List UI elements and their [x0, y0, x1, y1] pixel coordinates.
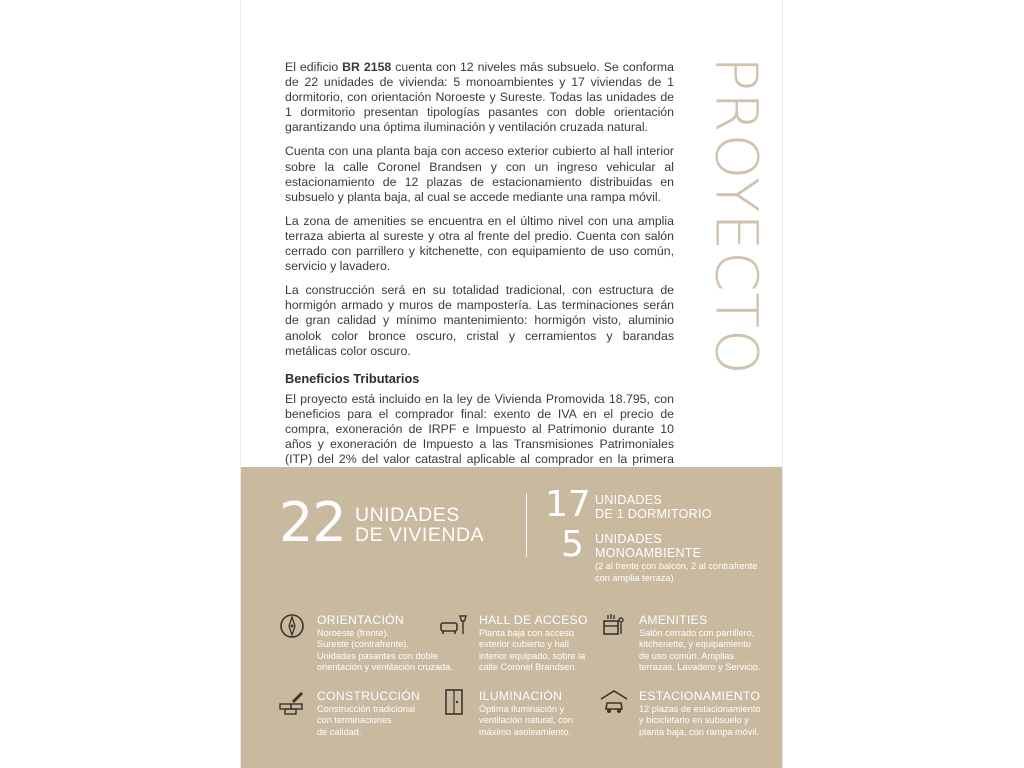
feature-title: ORIENTACIÓN [317, 613, 405, 627]
total-units-number: 22 [279, 491, 346, 554]
feature-description: Construcción tradicional con terminaciones de calidad. [317, 704, 416, 737]
one-bedroom-number: 17 [545, 484, 591, 525]
compass-icon [277, 611, 307, 641]
project-description [285, 60, 674, 491]
feature-title: ILUMINACIÓN [479, 689, 563, 703]
studio-label-line1: UNIDADES [595, 532, 662, 546]
window-icon [439, 687, 469, 717]
one-bedroom-label-line1: UNIDADES [595, 493, 662, 507]
trowel-bricks-icon [277, 687, 307, 717]
feature-amenities [639, 613, 789, 673]
intro-paragraph-3: La zona de amenities se encuentra en el último nivel con una amplia terraza abierta al sureste y otra al frente del predio. Cuenta con salón cerrado con parrillero y kitchenette, con equipamiento de uso común, servicio y lavadero. [285, 213, 674, 274]
feature-description: Noroeste (frente). Sureste (contrafrente). Unidades pasantes con doble orientación y ventilación cruzada. [317, 628, 453, 672]
garage-car-icon [599, 687, 629, 717]
sofa-lamp-icon [439, 611, 469, 641]
feature-title: HALL DE ACCESO [479, 613, 588, 627]
intro-paragraph-2: Cuenta con una planta baja con acceso exterior cubierto al hall interior sobre la calle Coronel Brandsen y con un ingreso vehicular al estacionamiento de 12 plazas de estacionamiento distribuidas en subsuelo y planta baja, al cual se accede mediante una rampa móvil. [285, 144, 674, 204]
intro-paragraph-1 [285, 60, 674, 135]
total-units-label [355, 505, 525, 545]
total-units-label-line1: UNIDADES [355, 504, 460, 526]
one-bedroom-label-line2: DE 1 DORMITORIO [595, 507, 712, 521]
grill-icon [599, 611, 629, 641]
feature-description: Planta baja con acceso exterior cubierto y hall interior equipado, sobre la calle Coronel Brandsen. [479, 628, 586, 672]
studio-label [595, 532, 775, 560]
studio-note: (2 al frente con balcón, 2 al contrafrente con amplia terraza) [595, 561, 758, 583]
section-title [691, 18, 783, 413]
feature-description: 12 plazas de estacionamiento y bicicletario en subsuelo y planta baja, con rampa móvil. [639, 704, 761, 737]
feature-description: Óptima iluminación y ventilación natural, con máximo asoleamiento. [479, 704, 573, 737]
studio-label-line2: MONOAMBIENTE [595, 546, 702, 560]
feature-title: CONSTRUCCIÓN [317, 689, 421, 703]
building-name: BR 2158 [342, 60, 392, 74]
section-title-text: PROYECTO [703, 55, 772, 376]
intro-paragraph-4: La construcción será en su totalidad tradicional, con estructura de hormigón armado y muros de mampostería. Las terminaciones serán de gran calidad y mínimo mantenimiento: hormigón visto, aluminio anolok color bronce oscuro, cristal y cerramientos y barandas metálicas color oscuro. [285, 283, 674, 358]
feature-parking [639, 689, 789, 738]
feature-description: Salón cerrado con parrillero, kitchenette, y equipamiento de uso común. Amplias terrazas. Lavadero y Servicio. [639, 628, 761, 672]
benefits-paragraph: El proyecto está incluido en la ley de Vivienda Promovida 18.795, con beneficios para el comprador final: exento de IVA en el precio de compra, exoneración de IRPF e Impuesto al Patrimonio durante 10 años y exoneración de Impuesto a las Transmisiones Patrimoniales (ITP) del 2% del valor catastral aplicable al comprador en la primera [285, 391, 674, 467]
intro-text-rest: cuenta con 12 niveles más subsuelo. Se conforma de 22 unidades de vivienda: 5 monoambientes y 17 viviendas de 1 dormitorio, con orientación Noroeste y Sureste. Todas las unidades de 1 dormitorio presentan tipologías pasantes con doble orientación garantizando una óptima iluminación y ventilación cruzada natural. [285, 60, 674, 135]
studio-number: 5 [561, 524, 584, 565]
highlights-band [241, 467, 782, 768]
intro-text-start: El edificio [285, 60, 343, 74]
stats-divider [526, 493, 527, 557]
feature-title: AMENITIES [639, 613, 708, 627]
benefits-heading: Beneficios Tributarios [285, 370, 420, 386]
one-bedroom-label [595, 493, 775, 521]
feature-title: ESTACIONAMIENTO [639, 689, 761, 703]
total-units-label-line2: DE VIVIENDA [355, 524, 485, 546]
